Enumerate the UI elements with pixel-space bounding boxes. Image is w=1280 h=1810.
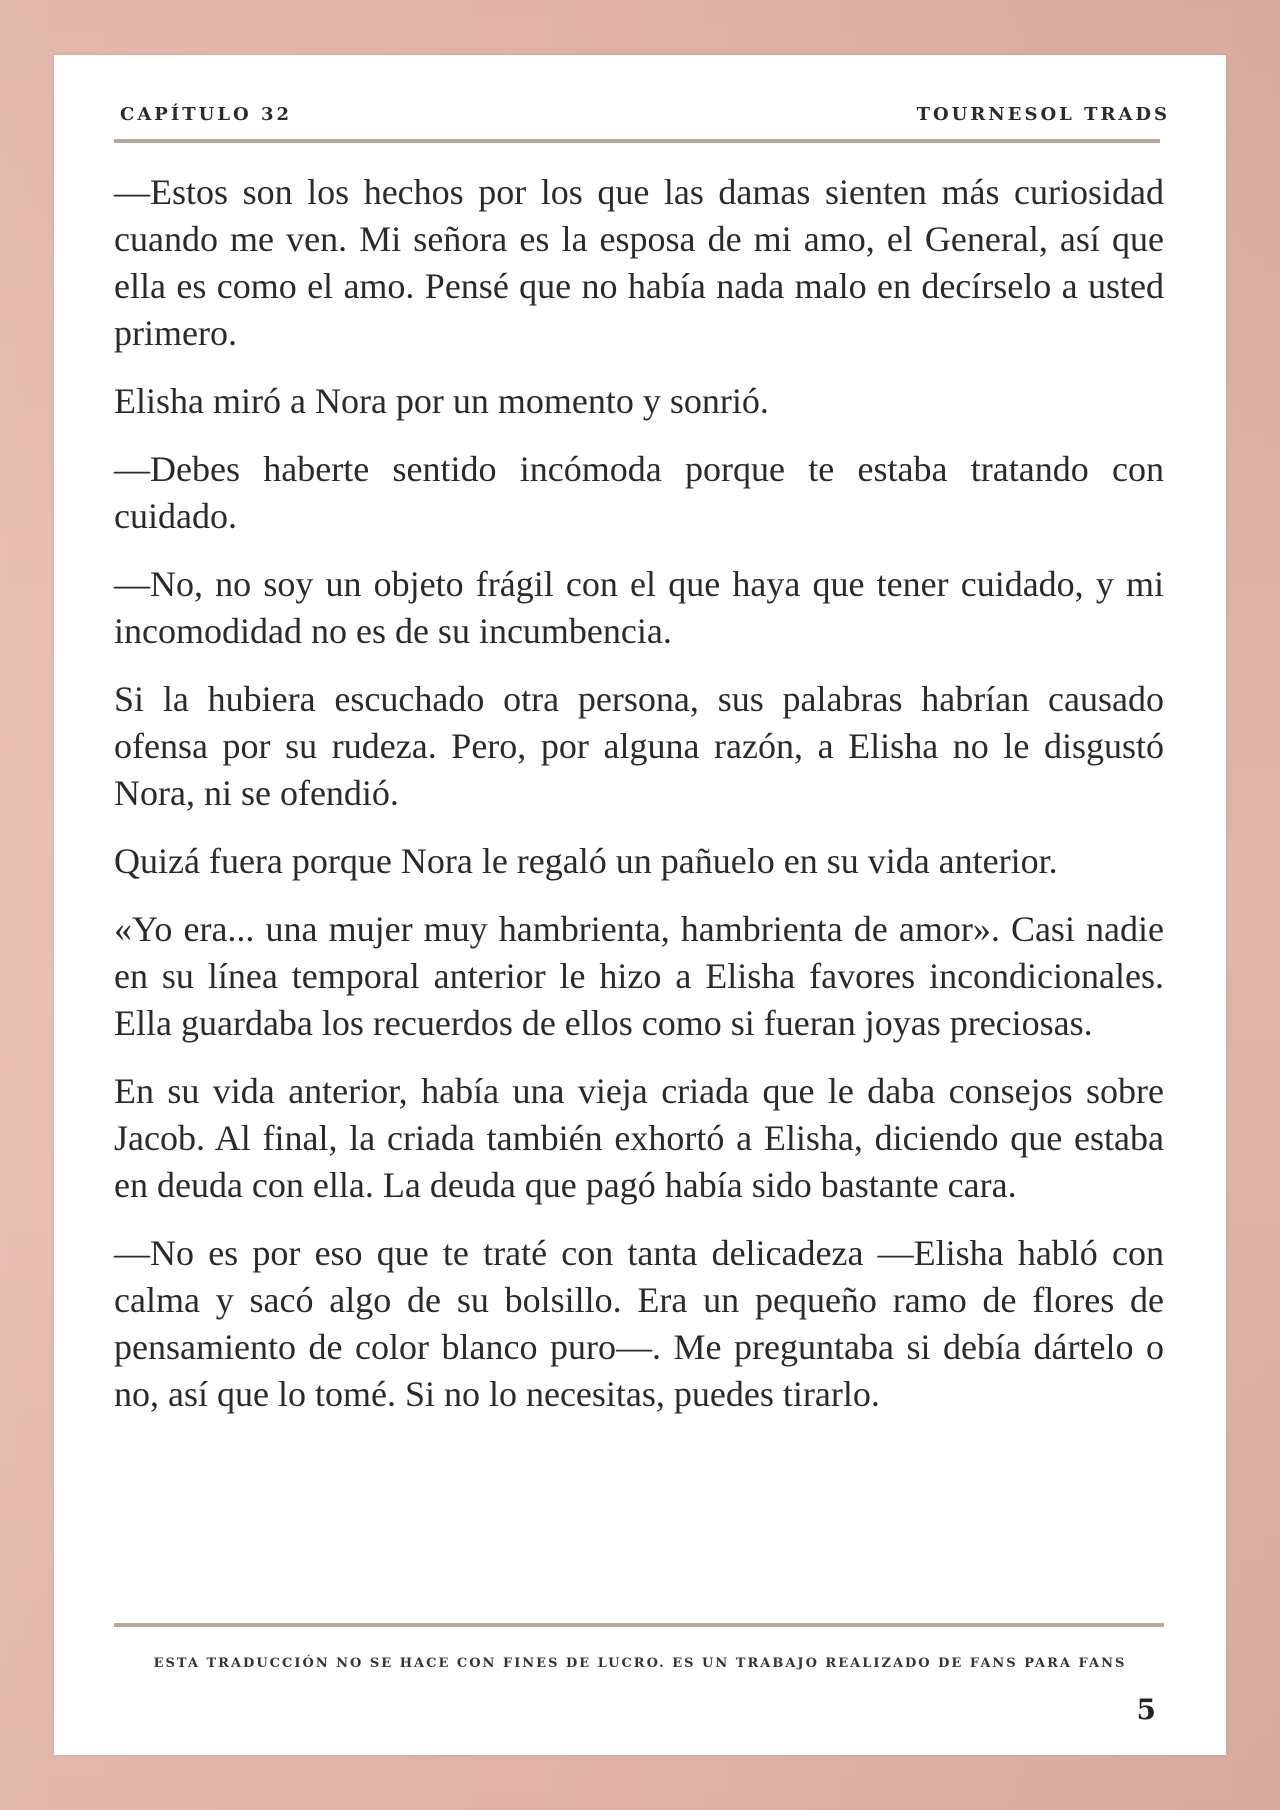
paragraph: —No es por eso que te traté con tanta delicadeza —Elisha habló con calma y sacó algo de su bolsillo. Era un pequeño ramo de flores de pensamiento de color blanco puro—. Me preguntaba si debía dártelo o no, así que lo tomé. Si no lo necesitas, puedes tirarlo. — [114, 1233, 1164, 1414]
page-header — [120, 104, 1170, 125]
page-number: 5 — [1136, 1693, 1156, 1726]
header-divider — [114, 139, 1160, 143]
document-page — [54, 55, 1226, 1755]
footer-disclaimer: ESTA TRADUCCIÓN NO SE HACE CON FINES DE LUCRO. ES UN TRABAJO REALIZADO DE FANS PARA FANS — [153, 1656, 1127, 1671]
paragraph: —Debes haberte sentido incómoda porque te estaba tratando con cuidado. — [114, 449, 1164, 536]
paragraph: —Estos son los hechos por los que las damas sienten más curiosidad cuando me ven. Mi señora es la esposa de mi amo, el General, así que ella es como el amo. Pensé que no había nada malo en decírselo a usted primero. — [114, 172, 1164, 353]
paragraph: En su vida anterior, había una vieja criada que le daba consejos sobre Jacob. Al final, la criada también exhortó a Elisha, diciendo que estaba en deuda con ella. La deuda que pagó había sido bastante cara. — [114, 1071, 1164, 1205]
translator-group: TOURNESOL TRADS — [916, 104, 1170, 125]
body-text — [114, 169, 1164, 1439]
chapter-title: CAPÍTULO 32 — [120, 104, 292, 125]
paragraph: «Yo era... una mujer muy hambrienta, hambrienta de amor». Casi nadie en su línea temporal anterior le hizo a Elisha favores incondicionales. Ella guardaba los recuerdos de ellos como si fueran joyas preciosas. — [114, 909, 1164, 1043]
paragraph: —No, no soy un objeto frágil con el que haya que tener cuidado, y mi incomodidad no es de su incumbencia. — [114, 564, 1164, 651]
paragraph: Elisha miró a Nora por un momento y sonrió. — [114, 381, 769, 421]
footer-divider — [114, 1623, 1164, 1627]
paragraph: Si la hubiera escuchado otra persona, sus palabras habrían causado ofensa por su rudeza. Pero, por alguna razón, a Elisha no le disgustó Nora, ni se ofendió. — [114, 679, 1164, 813]
paragraph: Quizá fuera porque Nora le regaló un pañuelo en su vida anterior. — [114, 841, 1058, 881]
